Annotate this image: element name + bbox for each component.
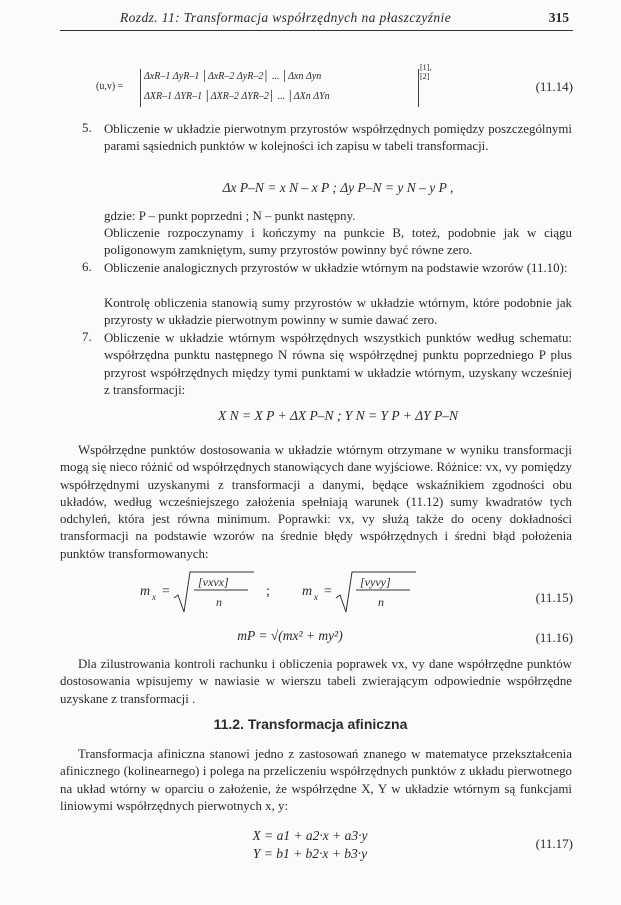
section-title: Transformacja afiniczna — [247, 716, 408, 732]
header-title: Rozdz. 11: Transformacja współrzędnych na płaszczyźnie — [120, 10, 452, 25]
item-7-text: Obliczenie w układzie wtórnym współrzędnych wszystkich punktów według schematu: współrzędna punktu następnego N równa się współrzędnej punktu poprzedniego P plus przyrost współrzędnych między tymi punktami w układzie wtórnym, uzyskany wcześniej z transformacji: — [104, 331, 572, 397]
matrix-row-1: ΔxR–1 ΔyR–1 │ΔxR–2 ΔyR–2│ ... │Δxn Δyn — [144, 71, 322, 82]
matrix-bar — [418, 69, 419, 107]
equation-number-11-16: (11.16) — [535, 630, 573, 645]
numerator-left: [vxvx] — [198, 575, 229, 589]
item-6-note: Kontrolę obliczenia stanowią sumy przyrostów w układzie wtórnym, które podobnie jak przyrosty w układzie pierwotnym powinny w sumie dawać zero. — [104, 296, 572, 328]
matrix-superscript: [1],[2] — [420, 63, 432, 81]
equals-sign: = — [162, 584, 170, 599]
item-5-note: Obliczenie rozpoczynamy i kończymy na punkcie B, toteż, podobnie jak w ciągu poligonowym zamkniętym, sumy przyrostów powinny być równe zero. — [104, 226, 572, 258]
item-7-formula: X N = X P + ΔX P–N ; Y N = Y P + ΔY P–N — [217, 408, 459, 423]
paragraph-accuracy: Współrzędne punktów dostosowania w układzie wtórnym otrzymane w wyniku transformacji mogą się nieco różnić od współrzędnych stanowiących dane wyjściowe. Różnice: vx, vy pomiędzy współrzędnymi uzyskanymi z transformacji a danymi, będące wskaźnikiem zgodności obu układów, według wcześniejszego założenia spełniają warunek (11.12) sumy kwadratów tych odchyleń, która jest równa minimum. Poprawki: vx, vy służą także do oceny dokładności transformacji na podstawie wzorów na średnie błędy współrzędnych i średni błąd położenia punktów transformowanych: — [60, 443, 572, 561]
equation-11-16: mP = √(mx² + my²) — [237, 628, 343, 643]
running-header — [60, 10, 573, 31]
equals-sign: = — [324, 584, 332, 599]
equation-number-11-15: (11.15) — [535, 590, 573, 605]
paragraph-affine: Transformacja afiniczna stanowi jedno z zastosowań znanego w matematyce przekształcenia afinicznego (kolinearnego) i polega na przeliczeniu współrzędnych punktów z układu pierwotnego na układ wtórny w oparciu o założenie, że współrzędne X, Y w układzie wtórnym są funkcjami liniowymi współrzędnych pierwotnych x, y: — [60, 747, 572, 813]
item-5-where: gdzie: P – punkt poprzedni ; N – punkt następny. — [104, 209, 356, 223]
equation-number-11-17: (11.17) — [535, 836, 573, 851]
item-6-text: Obliczenie analogicznych przyrostów w układzie wtórnym na podstawie wzorów (11.10): — [104, 261, 568, 275]
equation-lhs: (u,v) = — [96, 81, 124, 92]
matrix-row-2: ΔXR–1 ΔYR–1 │ΔXR–2 ΔYR–2│ ... │ΔXn ΔYn — [144, 91, 330, 102]
subscript: x — [314, 592, 318, 602]
section-number: 11.2. — [213, 716, 244, 732]
item-5-formula: Δx P–N = x N – x P ; Δy P–N = y N – y P , — [222, 180, 454, 195]
equation-11-14 — [88, 63, 432, 113]
equation-11-17-line-1: X = a1 + a2·x + a3·y — [252, 828, 368, 843]
page-number: 315 — [548, 10, 569, 25]
matrix-bar — [140, 69, 141, 107]
list-marker: 7. — [82, 330, 92, 344]
list-marker: 5. — [82, 121, 92, 135]
equation-11-15 — [140, 568, 440, 618]
equation-number-11-14: (11.14) — [535, 79, 573, 94]
denominator-right: n — [378, 595, 384, 609]
separator: ; — [266, 584, 270, 599]
numerator-right: [vyvy] — [360, 575, 391, 589]
denominator-left: n — [216, 595, 222, 609]
list-marker: 6. — [82, 260, 92, 274]
section-heading — [0, 716, 621, 732]
equation-11-17-line-2: Y = b1 + b2·x + b3·y — [252, 846, 368, 861]
paragraph-illustration: Dla zilustrowania kontroli rachunku i obliczenia poprawek vx, vy dane współrzędne punktów dostosowania wpisujemy w nawiasie w wierszu tabeli zwierającym odpowiednie współrzędne uzyskane z transformacji . — [60, 657, 572, 706]
mx-symbol: m — [140, 584, 151, 599]
item-5-text: Obliczenie w układzie pierwotnym przyrostów współrzędnych pomiędzy poszczególnymi parami sąsiednich punktów w kolejności ich zapisu w tabeli transformacji. — [104, 122, 572, 154]
mx-symbol: m — [302, 584, 313, 599]
subscript: x — [152, 592, 156, 602]
